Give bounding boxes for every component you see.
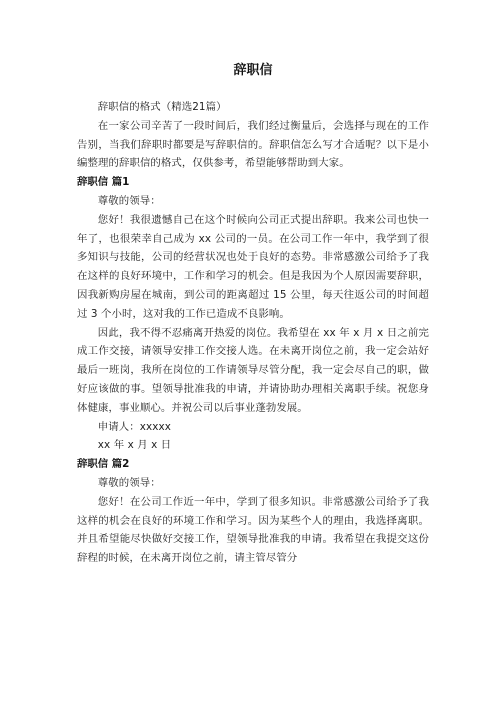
body-paragraph: 因此，我不得不忍痛离开热爱的岗位。我希望在 xx 年 x 月 x 日之前完成工作交接，请领导安排工作交接人选。在未离开岗位之前，我一定会站好最后一班岗，我所在岗位的工作请领导尽管分配，我一定会尽自己的职，做好应该做的事。望领导批准我的申请，并请协助办理相关离职手续。祝您身体健康，事业顺心。并祝公司以后事业蓬勃发展。: [77, 326, 429, 414]
section-heading: 辞职信 篇1: [77, 176, 130, 189]
section-heading: 辞职信 篇2: [77, 458, 130, 471]
body-paragraph: 您好！我很遗憾自己在这个时候向公司正式提出辞职。我来公司也快一年了，也很荣幸自己成为 xx 公司的一员。在公司工作一年中，我学到了很多知识与技能，公司的经营状况也处于良好的态势。非常感激公司给予了我在这样的良好环境中，工作和学习的机会。但是我因为个人原因需要辞职，因我新购房屋在城南，到公司的距离超过 15 公里，每天往返公司的时间超过 3 个小时，这对我的工作已造成不良影响。: [77, 213, 429, 320]
document-body: [77, 98, 429, 568]
intro-paragraph: 在一家公司辛苦了一段时间后，我们经过衡量后，会选择与现在的工作告别，当我们辞职时都要是写辞职信的。辞职信怎么写才合适呢？以下是小编整理的辞职信的格式，仅供参考，希望能够帮助到大家。: [77, 119, 429, 170]
intro-line: 辞职信的格式（精选21篇）: [97, 101, 227, 113]
date-line: xx 年 x 月 x 日: [97, 439, 172, 452]
salutation: 尊敬的领导：: [97, 194, 161, 207]
applicant-line: 申请人：xxxxx: [97, 420, 172, 433]
document-title: 辞职信: [233, 63, 273, 78]
body-paragraph: 您好！在公司工作近一年中，学到了很多知识。非常感激公司给予了我这样的机会在良好的环境工作和学习。因为某些个人的理由，我选择离职。并且希望能尽快做好交接工作，望领导批准我的申请。我希望在我提交这份辞程的时候，在未离开岗位之前，请主管尽管分: [77, 495, 429, 565]
salutation: 尊敬的领导：: [97, 476, 161, 489]
